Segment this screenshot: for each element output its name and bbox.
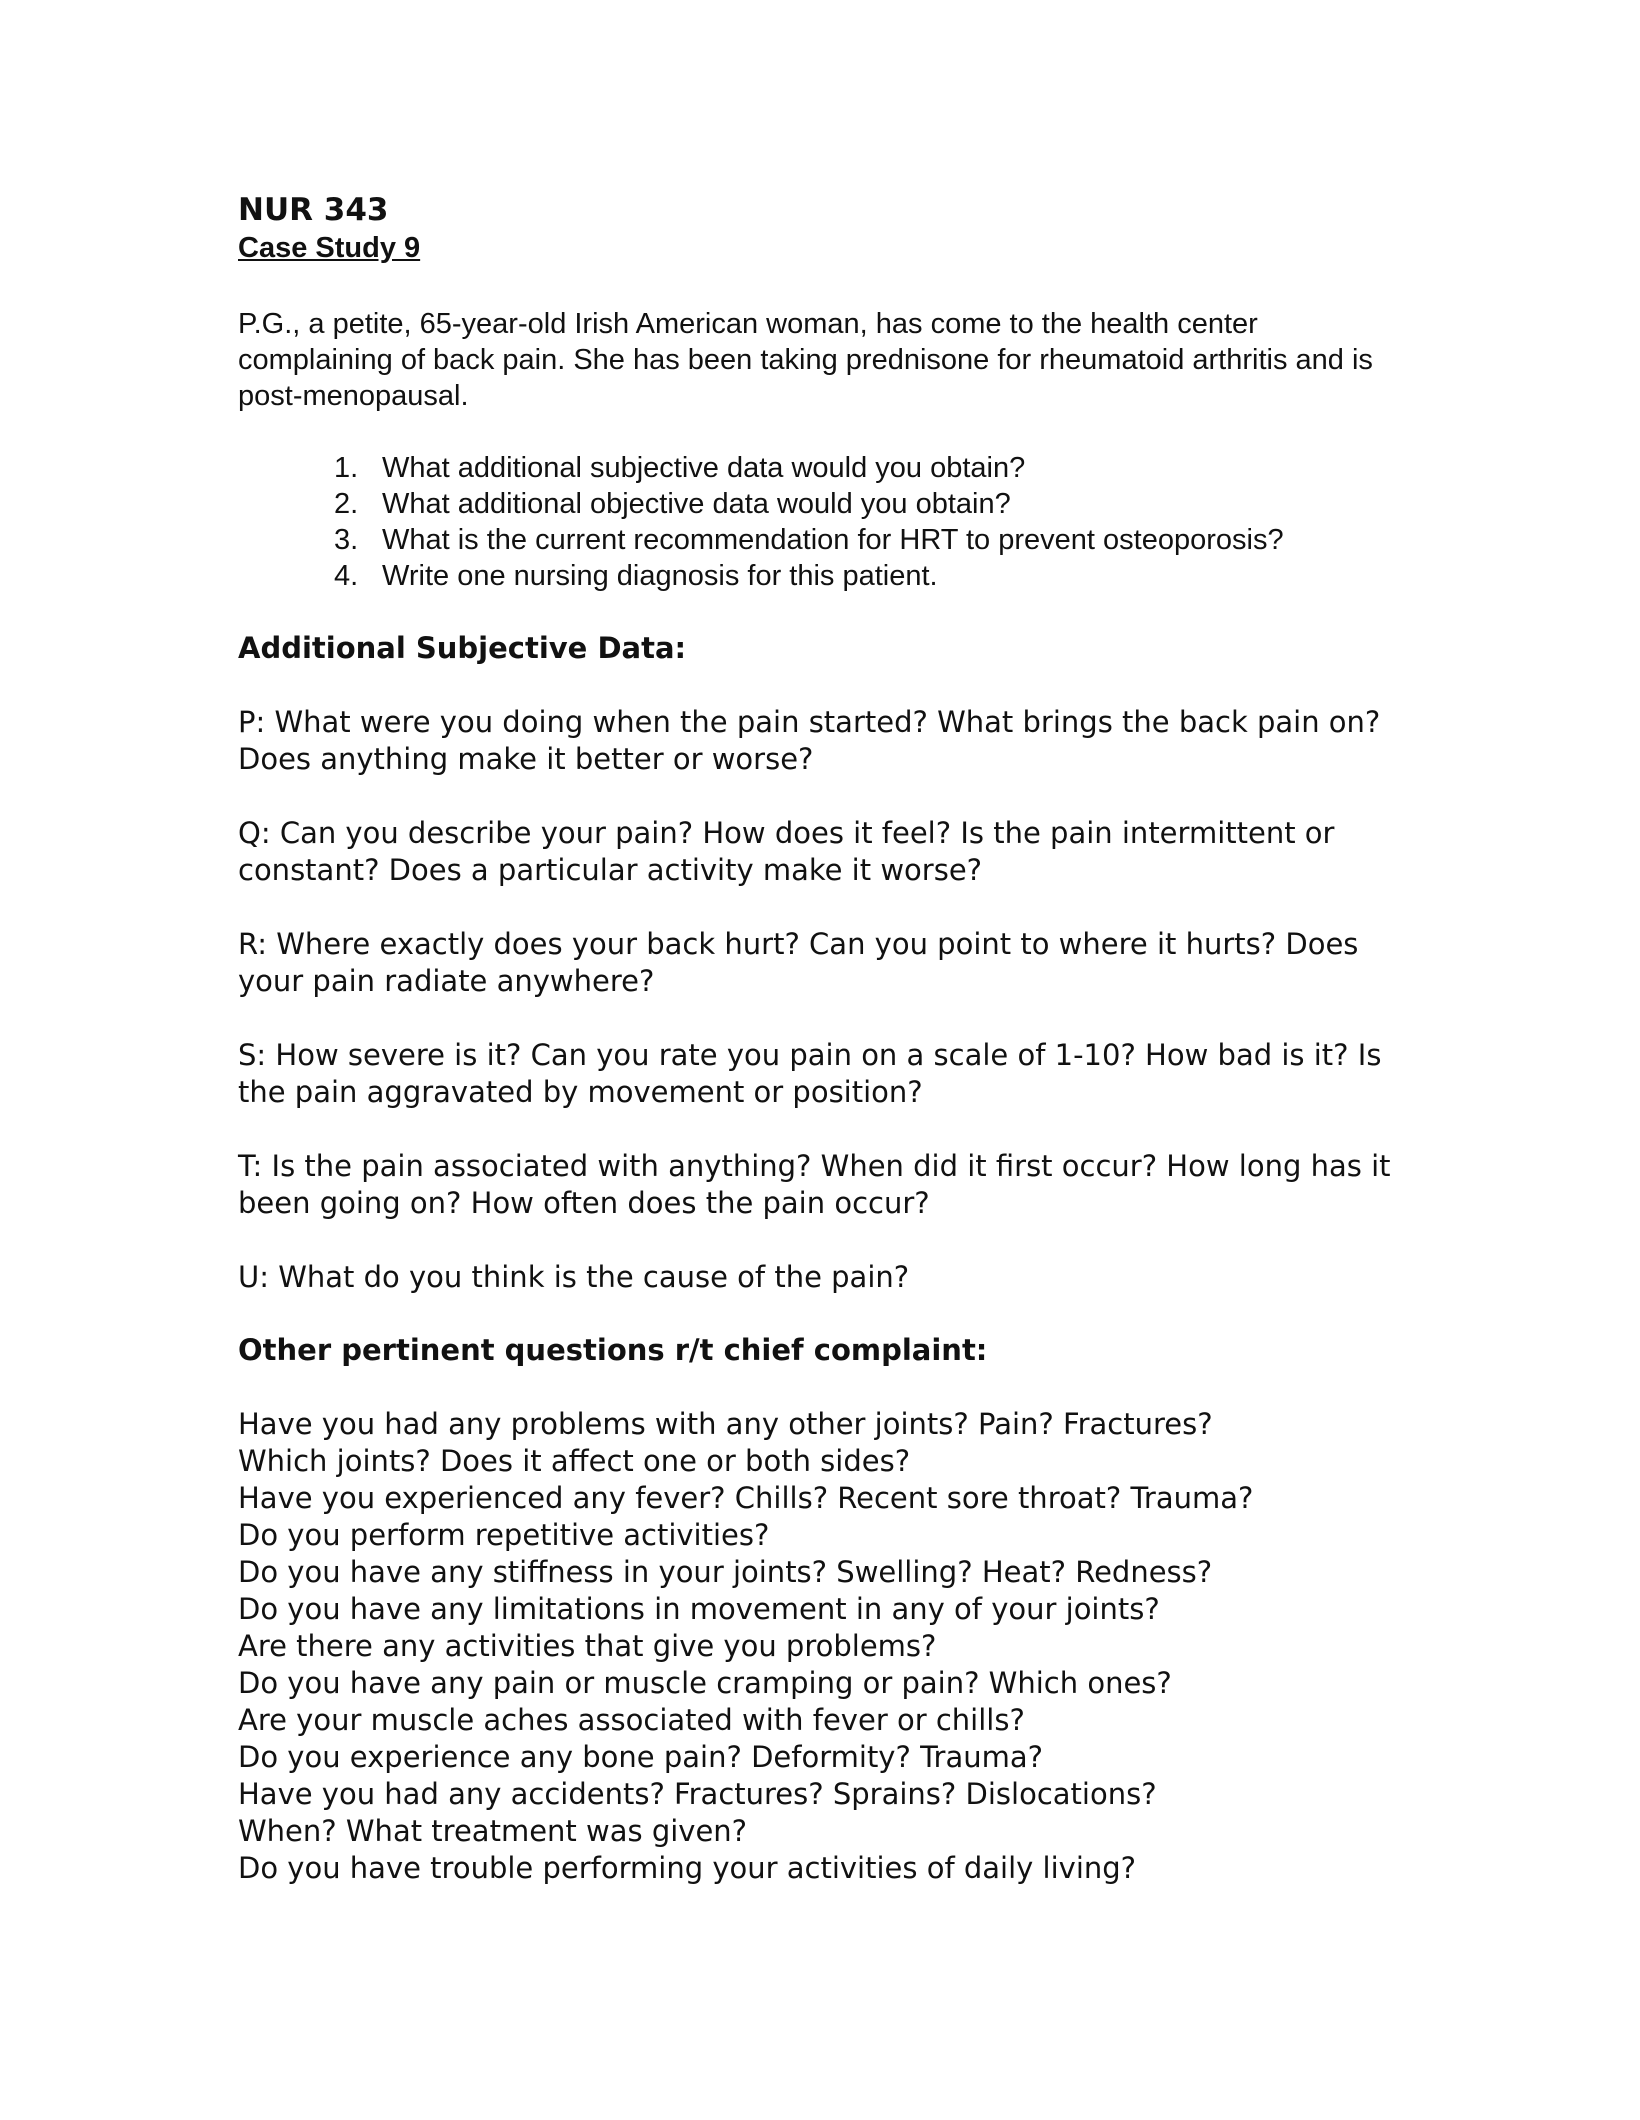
- study-question: [238, 522, 1398, 558]
- other-question-line: Have you had any problems with any other joints? Pain? Fractures?: [238, 1407, 1213, 1441]
- other-questions-list: [238, 1406, 1398, 1887]
- pqrstu-section: [238, 704, 1398, 1296]
- other-question-line: Have you had any accidents? Fractures? Sprains? Dislocations?: [238, 1777, 1157, 1811]
- course-code: NUR 343: [238, 192, 389, 228]
- pqrstu-paragraph-r: R: Where exactly does your back hurt? Can you point to where it hurts? Does your pain radiate anywhere?: [238, 927, 1359, 998]
- other-question-line: Do you have any pain or muscle cramping or pain? Which ones?: [238, 1666, 1172, 1700]
- other-question-line: Do you experience any bone pain? Deformity? Trauma?: [238, 1740, 1044, 1774]
- other-question-line: When? What treatment was given?: [238, 1814, 748, 1848]
- pqrstu-paragraph-t: T: Is the pain associated with anything? When did it first occur? How long has it been going on? How often does the pain occur?: [238, 1149, 1391, 1220]
- pqrstu-paragraph-p: P: What were you doing when the pain started? What brings the back pain on? Does anything make it better or worse?: [238, 705, 1381, 776]
- other-question-line: Have you experienced any fever? Chills? Recent sore throat? Trauma?: [238, 1481, 1254, 1515]
- question-number: 4.: [334, 560, 359, 592]
- study-question: [238, 558, 1398, 594]
- question-text: What additional subjective data would you obtain?: [382, 452, 1026, 484]
- question-number: 3.: [334, 524, 359, 556]
- study-questions-list: [238, 450, 1398, 594]
- other-question-line: Are there any activities that give you problems?: [238, 1629, 937, 1663]
- pqrstu-paragraph-s: S: How severe is it? Can you rate you pain on a scale of 1-10? How bad is it? Is the pain aggravated by movement or position?: [238, 1038, 1382, 1109]
- other-question-line: Which joints? Does it affect one or both sides?: [238, 1444, 911, 1478]
- study-question: [238, 450, 1398, 486]
- question-number: 2.: [334, 488, 359, 520]
- other-question-line: Do you have trouble performing your activities of daily living?: [238, 1851, 1137, 1885]
- pqrstu-paragraph-q: Q: Can you describe your pain? How does it feel? Is the pain intermittent or constant? Does a particular activity make it worse?: [238, 816, 1335, 887]
- other-question-line: Are your muscle aches associated with fever or chills?: [238, 1703, 1025, 1737]
- case-study-title: Case Study 9: [238, 232, 421, 264]
- other-question-line: Do you have any stiffness in your joints? Swelling? Heat? Redness?: [238, 1555, 1213, 1589]
- document-page: [238, 190, 1398, 1887]
- question-text: What is the current recommendation for HRT to prevent osteoporosis?: [382, 524, 1284, 556]
- subjective-data-heading: Additional Subjective Data:: [238, 631, 687, 665]
- question-text: Write one nursing diagnosis for this patient.: [382, 560, 938, 592]
- pqrstu-paragraph-u: U: What do you think is the cause of the pain?: [238, 1260, 910, 1294]
- other-question-line: Do you perform repetitive activities?: [238, 1518, 770, 1552]
- other-question-line: Do you have any limitations in movement in any of your joints?: [238, 1592, 1160, 1626]
- study-question: [238, 486, 1398, 522]
- case-intro-paragraph: P.G., a petite, 65-year-old Irish American woman, has come to the health center complaining of back pain. She has been taking prednisone for rheumatoid arthritis and is post-menopausal.: [238, 308, 1373, 412]
- question-text: What additional objective data would you obtain?: [382, 488, 1011, 520]
- question-number: 1.: [334, 452, 359, 484]
- other-questions-heading: Other pertinent questions r/t chief complaint:: [238, 1333, 988, 1367]
